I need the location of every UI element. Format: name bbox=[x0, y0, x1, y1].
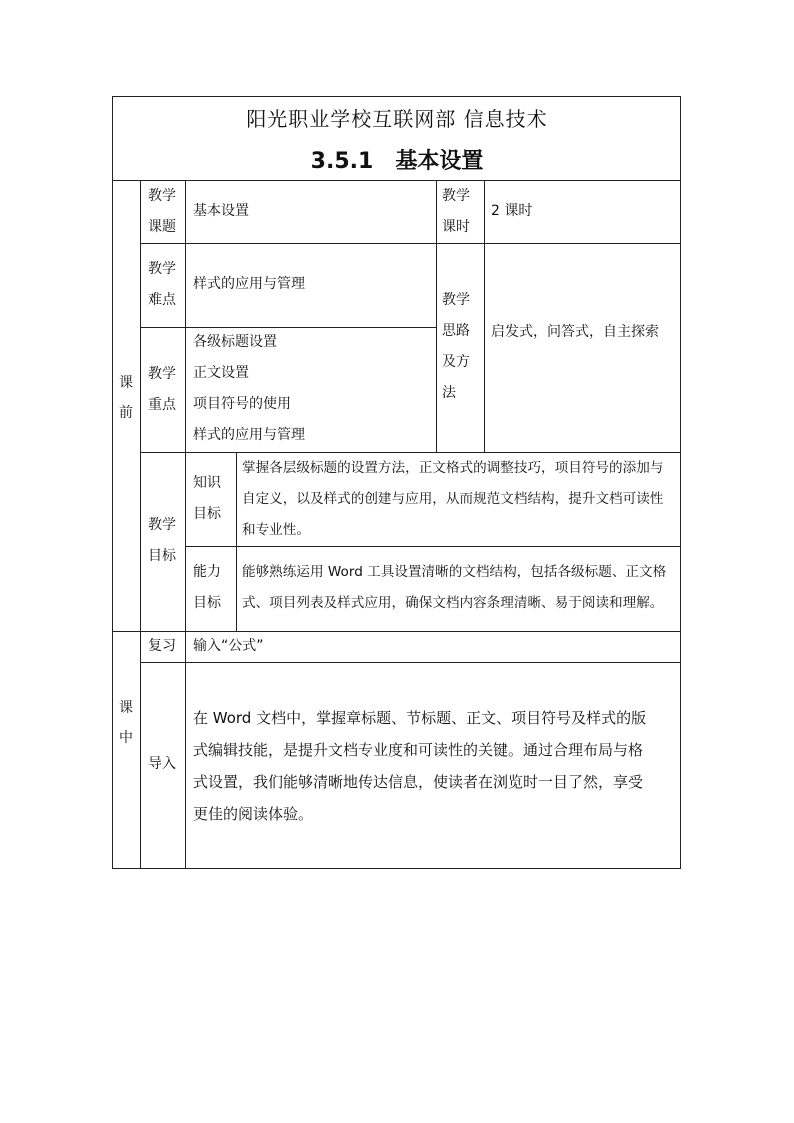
divider bbox=[112, 180, 681, 181]
ability-goal-text: 能够熟练运用 Word 工具设置清晰的文档结构，包括各级标题、正文格 式、项目列表及样式应用，确保文档内容条理清晰、易于阅读和理解。 bbox=[242, 564, 667, 611]
topic-label: 教学 课题 bbox=[148, 188, 176, 235]
review-value: 输入“公式” bbox=[193, 638, 264, 654]
list-item: 项目符号的使用 bbox=[193, 396, 291, 412]
key-points-label: 教学 重点 bbox=[148, 366, 176, 413]
intro-label: 导入 bbox=[148, 756, 176, 772]
list-item: 正文设置 bbox=[193, 365, 249, 381]
phase-label-pre: 课 前 bbox=[119, 375, 133, 421]
ability-goal-label: 能力 目标 bbox=[193, 564, 221, 611]
divider bbox=[185, 546, 681, 547]
divider bbox=[140, 180, 141, 869]
hours-value: 2 课时 bbox=[491, 203, 533, 219]
intro-text: 在 Word 文档中，掌握章标题、节标题、正文、项目符号及样式的版 式编辑技能，是提升文档专业度和可读性的关键。通过合理布局与格 式设置，我们能够清晰地传达信息，使读者在浏览时一目了然，享受 更佳的阅读体验。 bbox=[193, 709, 647, 823]
divider bbox=[185, 180, 186, 452]
method-value: 启发式，问答式，自主探索 bbox=[491, 324, 659, 340]
divider bbox=[140, 243, 681, 244]
topic-value: 基本设置 bbox=[193, 203, 249, 219]
list-item: 各级标题设置 bbox=[193, 334, 277, 350]
section-heading bbox=[113, 144, 681, 175]
divider bbox=[140, 662, 681, 663]
divider bbox=[436, 180, 437, 452]
school-line: 阳光职业学校互联网部 信息技术 bbox=[246, 107, 548, 131]
key-points-list bbox=[193, 327, 305, 451]
divider bbox=[236, 452, 237, 631]
section-title: 基本设置 bbox=[395, 149, 484, 174]
knowledge-goal-label: 知识 目标 bbox=[193, 475, 221, 522]
objectives-label: 教学 目标 bbox=[148, 517, 176, 564]
knowledge-goal-text: 掌握各层级标题的设置方法，正文格式的调整技巧，项目符号的添加与 自定义，以及样式的创建与应用，从而规范文档结构，提升文档可读性 和专业性。 bbox=[242, 460, 664, 538]
divider bbox=[185, 452, 186, 869]
phase-label-in: 课 中 bbox=[119, 700, 133, 746]
section-number: 3.5.1 bbox=[310, 149, 374, 174]
hours-label: 教学 课时 bbox=[442, 188, 470, 235]
list-item: 样式的应用与管理 bbox=[193, 427, 305, 443]
review-label: 复习 bbox=[148, 638, 176, 654]
divider bbox=[484, 180, 485, 452]
difficulty-value: 样式的应用与管理 bbox=[193, 276, 305, 292]
difficulty-label: 教学 难点 bbox=[148, 261, 176, 308]
method-label: 教学 思路 及方 法 bbox=[442, 292, 470, 401]
